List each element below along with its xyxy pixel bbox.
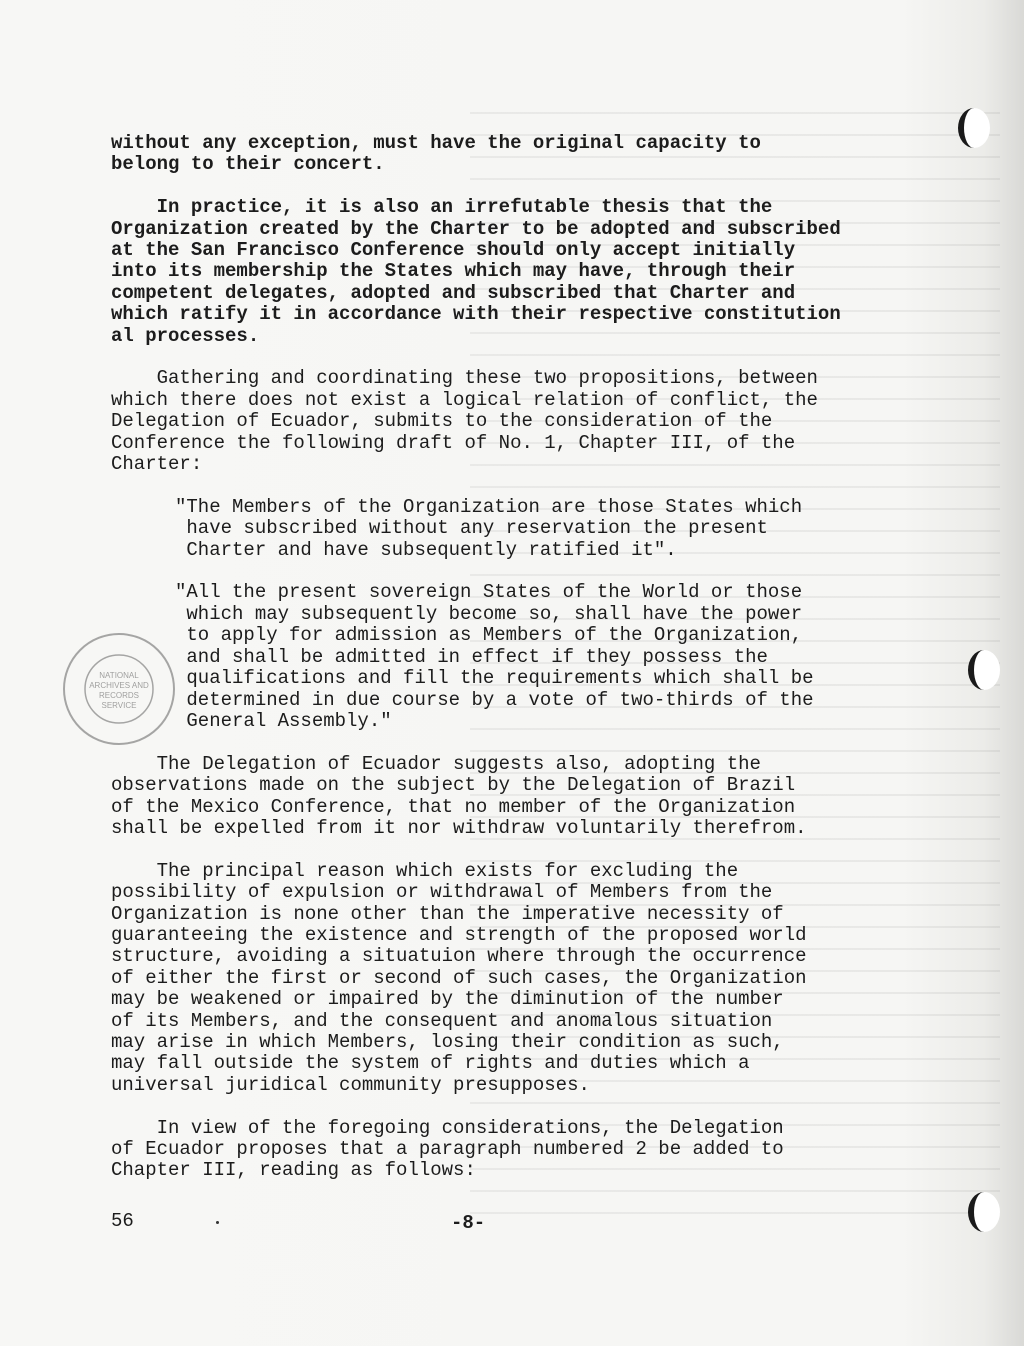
text-line: of either the first or second of such cases, the Organization: [111, 966, 807, 989]
text-line: Gathering and coordinating these two propositions, between: [111, 367, 818, 390]
text-line: into its membership the States which may have, through their: [111, 260, 796, 283]
paragraph-opening: [111, 133, 901, 176]
text-line: may be weakened or impaired by the diminution of the number: [111, 988, 784, 1011]
text-line: General Assembly.": [175, 709, 392, 732]
quote-members: [111, 497, 901, 561]
paragraph-principal-reason: [111, 861, 901, 1096]
footer-left-number: 56: [111, 1210, 134, 1232]
paragraph-gathering: [111, 368, 901, 475]
text-line: of its Members, and the consequent and anomalous situation: [111, 1009, 773, 1032]
text-line: which may subsequently become so, shall have the power: [175, 602, 803, 625]
text-line: The Delegation of Ecuador suggests also, adopting the: [111, 752, 761, 775]
text-line: possibility of expulsion or withdrawal of Members from the: [111, 881, 773, 904]
text-line: Conference the following draft of No. 1, Chapter III, of the: [111, 431, 796, 454]
text-line: which there does not exist a logical relation of conflict, the: [111, 388, 818, 411]
quote-sovereign-states: [111, 582, 901, 732]
punch-hole-middle: [968, 650, 1000, 690]
text-line: may fall outside the system of rights and duties which a: [111, 1052, 750, 1075]
text-line: Chapter III, reading as follows:: [111, 1159, 476, 1182]
text-line: "The Members of the Organization are those States which: [175, 495, 803, 518]
text-line: qualifications and fill the requirements which shall be: [175, 667, 814, 690]
stray-dot: [216, 1221, 219, 1224]
text-line: without any exception, must have the original capacity to: [111, 132, 761, 154]
text-line: have subscribed without any reservation the present: [175, 517, 768, 540]
text-line: competent delegates, adopted and subscribed that Charter and: [111, 281, 796, 304]
punch-hole-bottom: [968, 1192, 1000, 1232]
text-line: universal juridical community presupposes.: [111, 1073, 590, 1096]
text-line: Charter:: [111, 453, 203, 476]
text-line: structure, avoiding a situatuion where through the occurrence: [111, 945, 807, 968]
text-line: In view of the foregoing considerations, the Delegation: [111, 1116, 784, 1139]
punch-hole-top: [958, 108, 990, 148]
paragraph-delegation-suggests: [111, 754, 901, 840]
page-number: -8-: [451, 1212, 486, 1234]
text-line: observations made on the subject by the Delegation of Brazil: [111, 774, 796, 797]
text-line: The principal reason which exists for excluding the: [111, 859, 739, 882]
text-line: at the San Francisco Conference should only accept initially: [111, 239, 796, 262]
text-line: Charter and have subsequently ratified it".: [175, 538, 677, 561]
text-line: belong to their concert.: [111, 153, 385, 176]
text-line: In practice, it is also an irrefutable thesis that the: [111, 196, 773, 219]
document-body: [111, 133, 901, 1203]
text-line: shall be expelled from it nor withdraw voluntarily therefrom.: [111, 816, 807, 839]
text-line: "All the present sovereign States of the World or those: [175, 581, 803, 604]
text-line: of the Mexico Conference, that no member of the Organization: [111, 795, 796, 818]
paragraph-in-view: [111, 1118, 901, 1182]
text-line: which ratify it in accordance with their respective constitution: [111, 303, 841, 326]
text-line: of Ecuador proposes that a paragraph numbered 2 be added to: [111, 1137, 784, 1160]
text-line: Organization is none other than the imperative necessity of: [111, 902, 784, 925]
text-line: may arise in which Members, losing their condition as such,: [111, 1030, 784, 1053]
text-line: Delegation of Ecuador, submits to the consideration of the: [111, 410, 773, 433]
svg-text:SERVICE: SERVICE: [101, 701, 137, 710]
text-line: guaranteeing the existence and strength of the proposed world: [111, 923, 807, 946]
text-line: and shall be admitted in effect if they possess the: [175, 645, 768, 668]
text-line: to apply for admission as Members of the Organization,: [175, 624, 803, 647]
paragraph-practice: [111, 197, 901, 347]
svg-text:NATIONAL: NATIONAL: [99, 671, 139, 680]
svg-text:ARCHIVES AND: ARCHIVES AND: [89, 681, 149, 690]
text-line: Organization created by the Charter to be adopted and subscribed: [111, 217, 841, 240]
text-line: al processes.: [111, 324, 260, 347]
text-line: determined in due course by a vote of two-thirds of the: [175, 688, 814, 711]
svg-text:RECORDS: RECORDS: [98, 691, 140, 700]
